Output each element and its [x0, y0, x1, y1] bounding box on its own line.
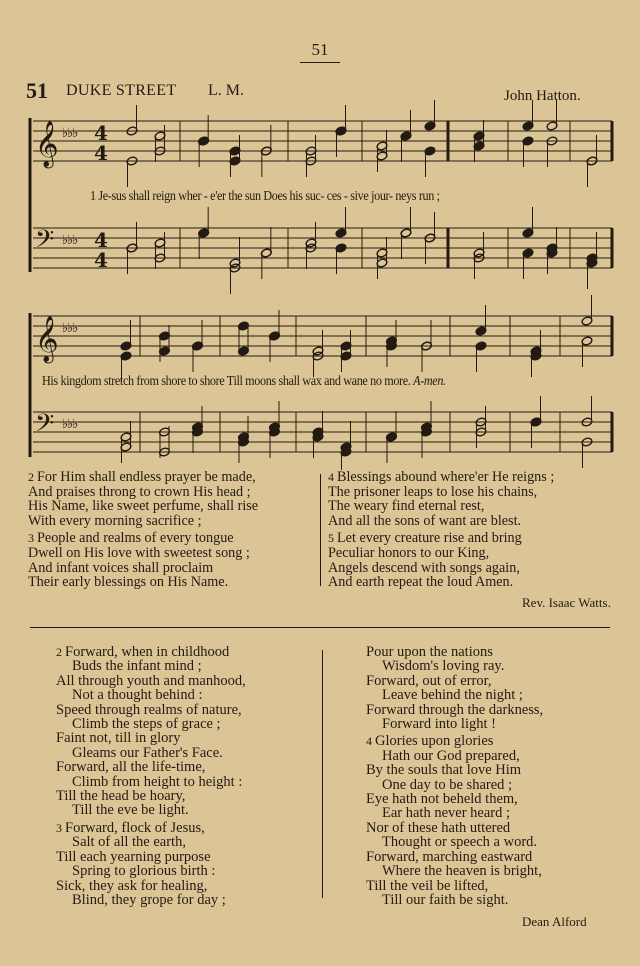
verse-text: The weary find eternal rest,	[328, 498, 485, 515]
verse-text: Blind, they grope for day ;	[72, 891, 226, 908]
verse-line	[366, 879, 543, 893]
verse-text: Dwell on His love with sweetest song ;	[28, 544, 250, 561]
verse-text: Blessings abound where'er He reigns ;	[337, 469, 555, 485]
verse-text: Not a thought behind :	[72, 687, 203, 704]
verse-number: 5	[328, 531, 337, 546]
verse-text: One day to be shared ;	[382, 776, 513, 793]
verse-number: 3	[56, 820, 65, 835]
verse-text: Pour upon the nations	[366, 644, 493, 660]
verse-text: Ear hath never heard ;	[382, 805, 511, 822]
verse-text: Forward, out of error,	[366, 672, 492, 689]
verse-text: Hath our God prepared,	[382, 747, 520, 764]
amen: A-men.	[413, 373, 446, 388]
verses-left	[28, 470, 258, 593]
verse-line	[366, 749, 543, 763]
meter: L. M.	[208, 82, 244, 99]
verse-text: All through youth and manhood,	[56, 672, 246, 689]
verse-text: Till our faith be sight.	[382, 891, 509, 908]
verse-text: Nor of these hath uttered	[366, 819, 511, 836]
verse-text: With every morning sacrifice ;	[28, 512, 202, 529]
treble-clef-icon: 𝄞	[35, 121, 59, 167]
verse-line	[56, 893, 246, 907]
verse-line	[366, 703, 543, 717]
verse-line	[366, 864, 543, 878]
verse-text: Forward, marching eastward	[366, 848, 533, 865]
verse-line	[366, 659, 543, 673]
time-signature: 4	[94, 248, 108, 272]
verse-line	[56, 688, 246, 702]
hymn2-left-column	[56, 645, 246, 910]
verse-line	[366, 835, 543, 849]
verse-text: Till each yearning purpose	[56, 848, 211, 865]
lyrics-line-1: 1 Je-sus shall reign wher - e'er the sun Does his suc- ces - sive jour- neys run ;	[90, 188, 440, 203]
verse-text: By the souls that love Him	[366, 762, 522, 779]
verse	[366, 645, 543, 731]
time-signature: 4	[94, 228, 108, 252]
verses-right	[328, 470, 554, 593]
verse-text: Forward into light !	[382, 716, 496, 733]
verse-text: Spring to glorious birth :	[72, 863, 216, 880]
verse-line	[56, 746, 246, 760]
verse-text: The prisoner leaps to lose his chains,	[328, 483, 538, 500]
hymn-number: 51	[26, 78, 48, 103]
verse-line	[56, 789, 246, 803]
verse-text: Where the heaven is bright,	[382, 863, 542, 880]
verse	[56, 645, 246, 818]
verse-text: Peculiar honors to our King,	[328, 544, 490, 561]
verse	[56, 821, 246, 907]
verse	[28, 531, 258, 589]
treble-clef-icon: 𝄞	[35, 316, 59, 362]
verse-text: And infant voices shall proclaim	[28, 559, 214, 576]
verse-text: Till the head be hoary,	[56, 788, 186, 805]
column-divider	[322, 650, 323, 898]
verse-text: Buds the infant mind ;	[72, 658, 202, 675]
verse-line	[28, 470, 258, 485]
verse-line	[366, 821, 543, 835]
verse-line	[56, 760, 246, 774]
verse-line	[366, 674, 543, 688]
verse-text: Forward through the darkness,	[366, 701, 544, 718]
composer: John Hatton.	[504, 88, 581, 104]
bass-clef-icon: 𝄢	[35, 225, 55, 260]
verse-line	[28, 485, 258, 500]
hymn2-right-column	[366, 645, 543, 910]
verse-text: People and realms of every tongue	[37, 530, 234, 547]
verse-text: And all the sons of want are blest.	[328, 512, 522, 529]
verse-line	[56, 821, 246, 835]
verse-line	[56, 731, 246, 745]
verse-text: Forward, all the life-time,	[56, 759, 206, 776]
verse-line	[366, 806, 543, 820]
key-signature-flats: ♭♭♭	[62, 417, 78, 432]
verse-line	[366, 850, 543, 864]
verse-line	[328, 485, 554, 500]
verse-text: Gleams our Father's Face.	[72, 744, 223, 761]
tune-name: DUKE STREET	[66, 82, 177, 99]
verse	[328, 531, 554, 589]
verse-text: And earth repeat the loud Amen.	[328, 574, 514, 591]
bass-clef-icon: 𝄢	[35, 409, 55, 444]
key-signature-flats: ♭♭♭	[62, 321, 78, 336]
verse-text: Till the veil be lifted,	[366, 877, 489, 894]
verse-line	[366, 763, 543, 777]
verse-number: 4	[366, 734, 375, 749]
verse-line	[366, 717, 543, 731]
verse-line	[28, 546, 258, 561]
verse-text: Angels descend with songs again,	[328, 559, 520, 576]
page-number: 51	[300, 40, 340, 63]
verse-text: Leave behind the night ;	[382, 687, 523, 704]
verse-number: 2	[28, 470, 37, 484]
verse-text: Glories upon glories	[375, 733, 494, 750]
verse-number: 2	[56, 645, 65, 659]
verse-text: Eye hath not beheld them,	[366, 791, 518, 808]
verse-text: Their early blessings on His Name.	[28, 574, 229, 591]
verse-number: 4	[328, 470, 337, 484]
verse	[328, 470, 554, 528]
author: Dean Alford	[522, 914, 587, 929]
verse-line	[28, 531, 258, 546]
verse-line	[56, 835, 246, 849]
verse-line	[366, 645, 543, 659]
verse-line	[56, 775, 246, 789]
verse-text: Forward, when in childhood	[65, 644, 230, 660]
verse-line	[56, 803, 246, 817]
key-signature-flats: ♭♭♭	[62, 126, 78, 141]
verse-line	[328, 561, 554, 576]
time-signature: 4	[94, 141, 108, 165]
verse-text: Forward, flock of Jesus,	[65, 819, 205, 836]
key-signature-flats: ♭♭♭	[62, 233, 78, 248]
verse-line	[56, 850, 246, 864]
verse-number: 3	[28, 531, 37, 546]
time-signature: 4	[94, 121, 108, 145]
verse-text: Faint not, till in glory	[56, 730, 181, 747]
verse-line	[328, 514, 554, 529]
verse-text: Salt of all the earth,	[72, 834, 186, 851]
verse-text: For Him shall endless prayer be made,	[37, 469, 256, 485]
verse-line	[56, 703, 246, 717]
verse-line	[56, 645, 246, 659]
verse-text: Climb the steps of grace ;	[72, 716, 221, 733]
section-divider	[30, 627, 610, 628]
verse-line	[328, 531, 554, 546]
verse-text: Wisdom's loving ray.	[382, 658, 505, 675]
verse-text: Climb from height to height :	[72, 773, 243, 790]
verse-text: Thought or speech a word.	[382, 834, 538, 851]
music-score	[0, 0, 640, 470]
verse-line	[56, 879, 246, 893]
verse-line	[366, 688, 543, 702]
lyrics-line-2	[42, 373, 446, 389]
verse-line	[56, 864, 246, 878]
verse-text: Let every creature rise and bring	[337, 530, 522, 547]
column-divider	[320, 474, 321, 586]
verse-line	[366, 792, 543, 806]
verse-text: Sick, they ask for healing,	[56, 877, 208, 894]
verse-line	[366, 778, 543, 792]
verse-text: Speed through realms of nature,	[56, 701, 242, 718]
verse-text: His Name, like sweet perfume, shall rise	[28, 498, 259, 515]
verse-text: And praises throng to crown His head ;	[28, 483, 251, 500]
verse-line	[328, 470, 554, 485]
verse-line	[366, 893, 543, 907]
verse-line	[328, 575, 554, 590]
verse-line	[56, 674, 246, 688]
verse-line	[28, 575, 258, 590]
verse-line	[28, 561, 258, 576]
verse-line	[328, 499, 554, 514]
lyrics-text: His kingdom stretch from shore to shore Till moons shall wax and wane no more.	[42, 373, 411, 388]
verse-line	[366, 734, 543, 748]
verse-line	[28, 499, 258, 514]
verse-line	[328, 546, 554, 561]
verse-line	[56, 659, 246, 673]
verse-text: Till the eve be light.	[72, 802, 189, 819]
verse-line	[56, 717, 246, 731]
author: Rev. Isaac Watts.	[522, 595, 611, 610]
verse-line	[28, 514, 258, 529]
verse	[366, 734, 543, 907]
verse	[28, 470, 258, 528]
